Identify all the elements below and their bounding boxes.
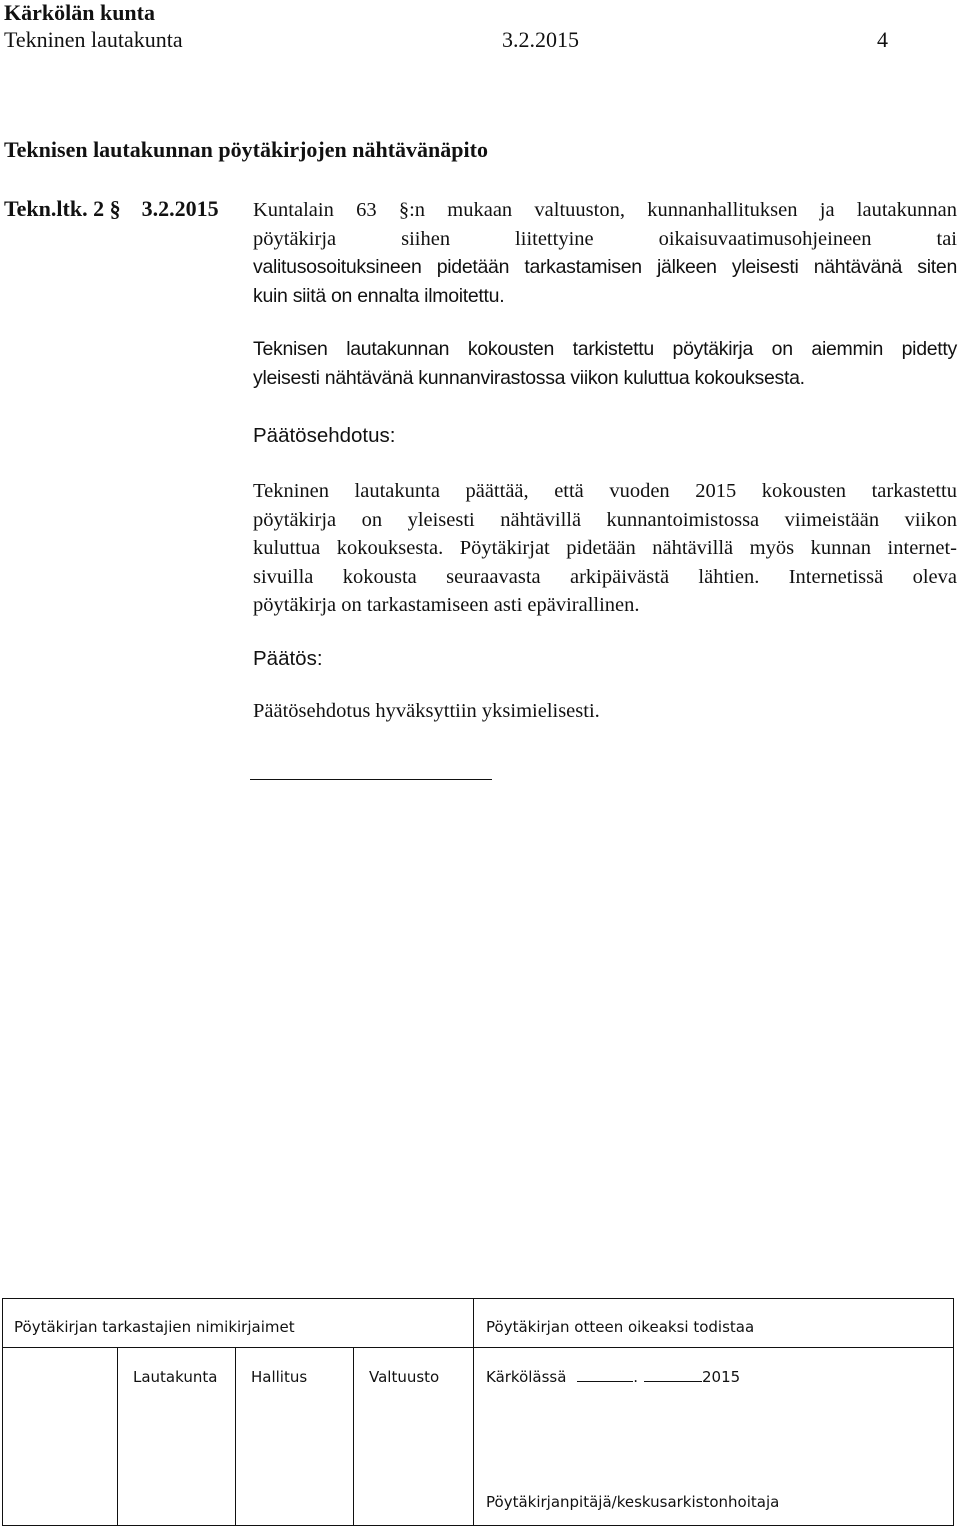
- proposal-line: Tekninen lautakunta päättää, että vuoden 2015 kokousten tarkastettu: [253, 480, 957, 502]
- document-title: Teknisen lautakunnan pöytäkirjojen nähtävänäpito: [4, 137, 488, 162]
- box-divider-left-col: [117, 1347, 118, 1525]
- day-blank[interactable]: [577, 1381, 633, 1382]
- month-blank[interactable]: [644, 1381, 702, 1382]
- intro-line: kuin siitä on ennalta ilmoitettu.: [253, 284, 505, 307]
- date-separator: .: [633, 1368, 639, 1386]
- proposal-line: pöytäkirja on tarkastamiseen asti epävirallinen.: [253, 594, 640, 616]
- column-hallitus: Hallitus: [251, 1368, 308, 1386]
- inspectors-label: Pöytäkirjan tarkastajien nimikirjaimet: [14, 1318, 295, 1336]
- signature-divider: [250, 779, 492, 780]
- column-valtuusto: Valtuusto: [369, 1368, 440, 1386]
- place-label: Kärkölässä: [486, 1368, 567, 1386]
- decision-text: Päätösehdotus hyväksyttiin yksimielisesti.: [253, 700, 600, 722]
- proposal-paragraph: [253, 477, 957, 620]
- section-reference: [4, 196, 219, 222]
- proposal-line: pöytäkirja on yleisesti nähtävillä kunnantoimistossa viimeistään viikon: [253, 508, 957, 531]
- background-line: yleisesti nähtävänä kunnanvirastossa viikon kuluttua kokouksesta.: [253, 366, 805, 389]
- background-line: Teknisen lautakunnan kokousten tarkistettu pöytäkirja on aiemmin pidetty: [253, 338, 957, 360]
- intro-line: valitusosoituksineen pidetään tarkastamisen jälkeen yleisesti nähtävänä siten: [253, 256, 957, 278]
- certify-label: Pöytäkirjan otteen oikeaksi todistaa: [486, 1318, 755, 1336]
- decision-label: Päätös:: [253, 647, 323, 670]
- page-number: 4: [877, 27, 888, 52]
- municipality-name: Kärkölän kunta: [4, 0, 155, 25]
- box-divider-vertical: [473, 1298, 474, 1525]
- board-name: Tekninen lautakunta: [4, 27, 183, 52]
- column-lautakunta: Lautakunta: [133, 1368, 218, 1386]
- background-paragraph: [253, 335, 957, 392]
- box-divider-col2: [235, 1347, 236, 1525]
- keeper-label: Pöytäkirjanpitäjä/keskusarkistonhoitaja: [486, 1493, 780, 1511]
- proposal-line: sivuilla kokousta seuraavasta arkipäivästä lähtien. Internetissä oleva: [253, 565, 957, 588]
- box-divider-horizontal: [2, 1347, 954, 1348]
- proposal-line: kuluttua kokouksesta. Pöytäkirjat pidetään nähtävillä myös kunnan internet-: [253, 537, 957, 559]
- header-date: 3.2.2015: [502, 27, 579, 52]
- intro-line: pöytäkirja siihen liitettyine oikaisuvaatimusohjeineen tai: [253, 227, 957, 250]
- proposal-label: Päätösehdotus:: [253, 424, 396, 447]
- box-divider-col3: [353, 1347, 354, 1525]
- section-date: 3.2.2015: [141, 196, 219, 221]
- place-date-line: [486, 1368, 740, 1386]
- intro-paragraph: [253, 196, 957, 310]
- intro-line: Kuntalain 63 §:n mukaan valtuuston, kunnanhallituksen ja lautakunnan: [253, 199, 957, 221]
- section-ref: Tekn.ltk. 2 §: [4, 196, 121, 221]
- year-label: 2015: [702, 1368, 741, 1386]
